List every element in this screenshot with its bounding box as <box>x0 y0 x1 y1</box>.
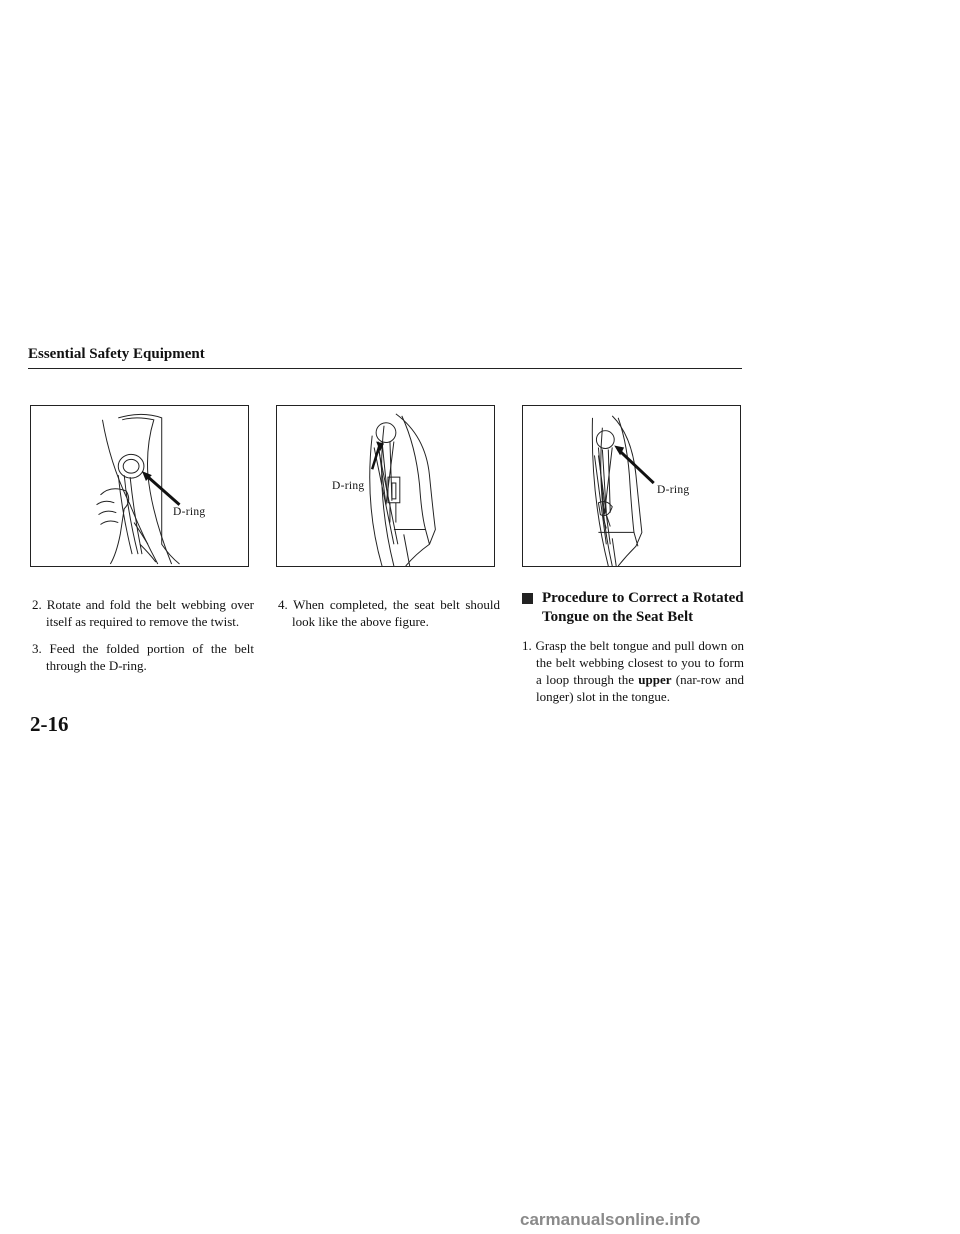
step-2: 2. Rotate and fold the belt webbing over itself as required to remove the twist. <box>32 597 254 629</box>
figure-rotate-fold <box>30 405 249 567</box>
square-bullet-icon <box>522 593 533 604</box>
d-ring-label: D-ring <box>332 480 365 492</box>
step-1-emphasis: upper <box>638 672 672 687</box>
d-ring-label: D-ring <box>173 506 206 518</box>
header-rule <box>28 368 742 369</box>
instructions-column-3 <box>522 589 744 715</box>
instructions-column-2 <box>278 596 500 640</box>
seatbelt-hand-illustration <box>31 406 248 566</box>
step-4: 4. When completed, the seat belt should look like the above figure. <box>278 597 500 629</box>
step-1 <box>522 637 744 705</box>
seatbelt-rotated-tongue-illustration <box>523 406 740 566</box>
d-ring-label: D-ring <box>657 484 690 496</box>
figure-rotated-tongue <box>522 405 741 567</box>
seatbelt-completed-illustration <box>277 406 494 566</box>
instructions-column-1 <box>32 596 254 684</box>
page-number: 2-16 <box>30 712 69 736</box>
step-1-text-end: (nar-row and longer) slot in the tongue. <box>536 672 744 704</box>
step-1-text: 1. Grasp the belt tongue and pull down on the belt webbing closest to you to form a loop through the <box>522 638 744 687</box>
figure-completed-belt <box>276 405 495 567</box>
step-3: 3. Feed the folded portion of the belt through the D-ring. <box>32 641 254 673</box>
procedure-heading <box>522 589 744 627</box>
procedure-heading-text: Procedure to Correct a Rotated Tongue on the Seat Belt <box>542 590 744 625</box>
footer-watermark: carmanualsonline.info <box>520 1210 701 1229</box>
section-title: Essential Safety Equipment <box>28 346 205 362</box>
